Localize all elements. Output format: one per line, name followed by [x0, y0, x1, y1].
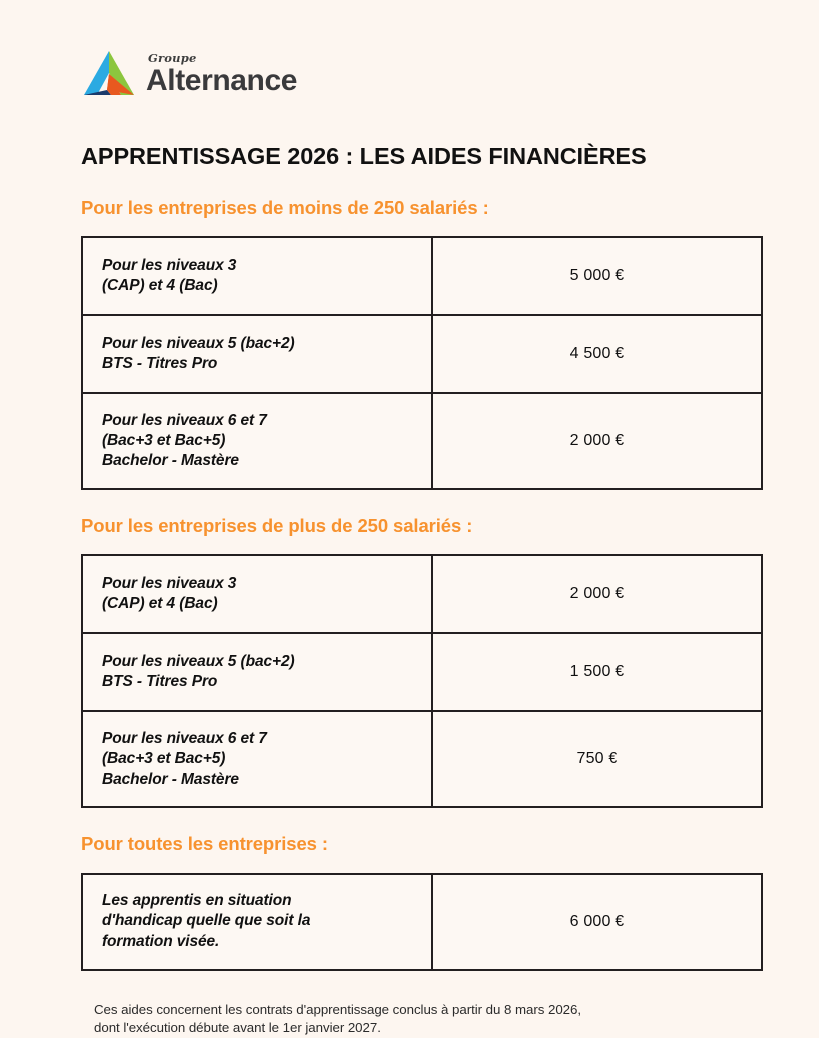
- section-heading-large-companies: Pour les entreprises de plus de 250 salariés :: [81, 515, 473, 537]
- table-row: [82, 237, 762, 315]
- label-line: BTS - Titres Pro: [102, 355, 218, 373]
- footnote: [81, 971, 738, 1038]
- section-heading-all-companies: Pour toutes les entreprises :: [81, 833, 328, 855]
- table-cell-amount: 1 500 €: [432, 633, 762, 711]
- table-cell-label: [82, 633, 432, 711]
- label-line: Bachelor - Mastère: [102, 770, 239, 788]
- table-row: [82, 315, 762, 393]
- table-row: [82, 874, 762, 970]
- table-row: [82, 711, 762, 807]
- brand-name: Alternance: [146, 64, 298, 98]
- table-cell-amount: 4 500 €: [432, 315, 762, 393]
- table-row: [82, 555, 762, 633]
- section-heading-small-companies: Pour les entreprises de moins de 250 salariés :: [81, 197, 489, 219]
- table-cell-amount: 6 000 €: [432, 874, 762, 970]
- label-line: Pour les niveaux 6 et 7: [102, 729, 267, 747]
- label-line: (Bac+3 et Bac+5): [102, 750, 226, 768]
- table-row: [82, 393, 762, 489]
- label-line: Les apprentis en situation: [102, 891, 292, 909]
- table-cell-label: [82, 874, 432, 970]
- table-row: [82, 633, 762, 711]
- table-cell-label: [82, 393, 432, 489]
- table-cell-amount: 750 €: [432, 711, 762, 807]
- label-line: Pour les niveaux 5 (bac+2): [102, 652, 295, 670]
- footnote-line: Ces aides concernent les contrats d'apprentissage conclus à partir du 8 mars 2026,: [94, 1001, 582, 1017]
- label-line: Pour les niveaux 3: [102, 256, 237, 274]
- label-line: (CAP) et 4 (Bac): [102, 595, 218, 613]
- table-cell-amount: 5 000 €: [432, 237, 762, 315]
- label-line: (CAP) et 4 (Bac): [102, 277, 218, 295]
- footnote-line: dont l'exécution débute avant le 1er janvier 2027.: [94, 1020, 381, 1036]
- aid-table-all-companies: [81, 873, 763, 971]
- aid-table-small-companies: [81, 236, 763, 490]
- label-line: d'handicap quelle que soit la: [102, 912, 311, 930]
- label-line: (Bac+3 et Bac+5): [102, 431, 226, 449]
- page-title: APPRENTISSAGE 2026 : LES AIDES FINANCIÈRES: [81, 143, 647, 169]
- table-cell-label: [82, 711, 432, 807]
- label-line: Pour les niveaux 6 et 7: [102, 411, 267, 429]
- label-line: Pour les niveaux 3: [102, 574, 237, 592]
- table-cell-amount: 2 000 €: [432, 555, 762, 633]
- aid-table-large-companies: [81, 554, 763, 808]
- table-cell-label: [82, 315, 432, 393]
- label-line: formation visée.: [102, 932, 220, 950]
- label-line: Pour les niveaux 5 (bac+2): [102, 334, 295, 352]
- table-cell-label: [82, 237, 432, 315]
- brand-groupe-label: Groupe: [148, 50, 197, 65]
- groupe-alternance-triangle-logo-icon: [81, 49, 137, 99]
- table-cell-label: [82, 555, 432, 633]
- table-cell-amount: 2 000 €: [432, 393, 762, 489]
- brand-logo: [81, 0, 738, 99]
- label-line: BTS - Titres Pro: [102, 673, 218, 691]
- brand-wordmark: [146, 50, 298, 98]
- label-line: Bachelor - Mastère: [102, 452, 239, 470]
